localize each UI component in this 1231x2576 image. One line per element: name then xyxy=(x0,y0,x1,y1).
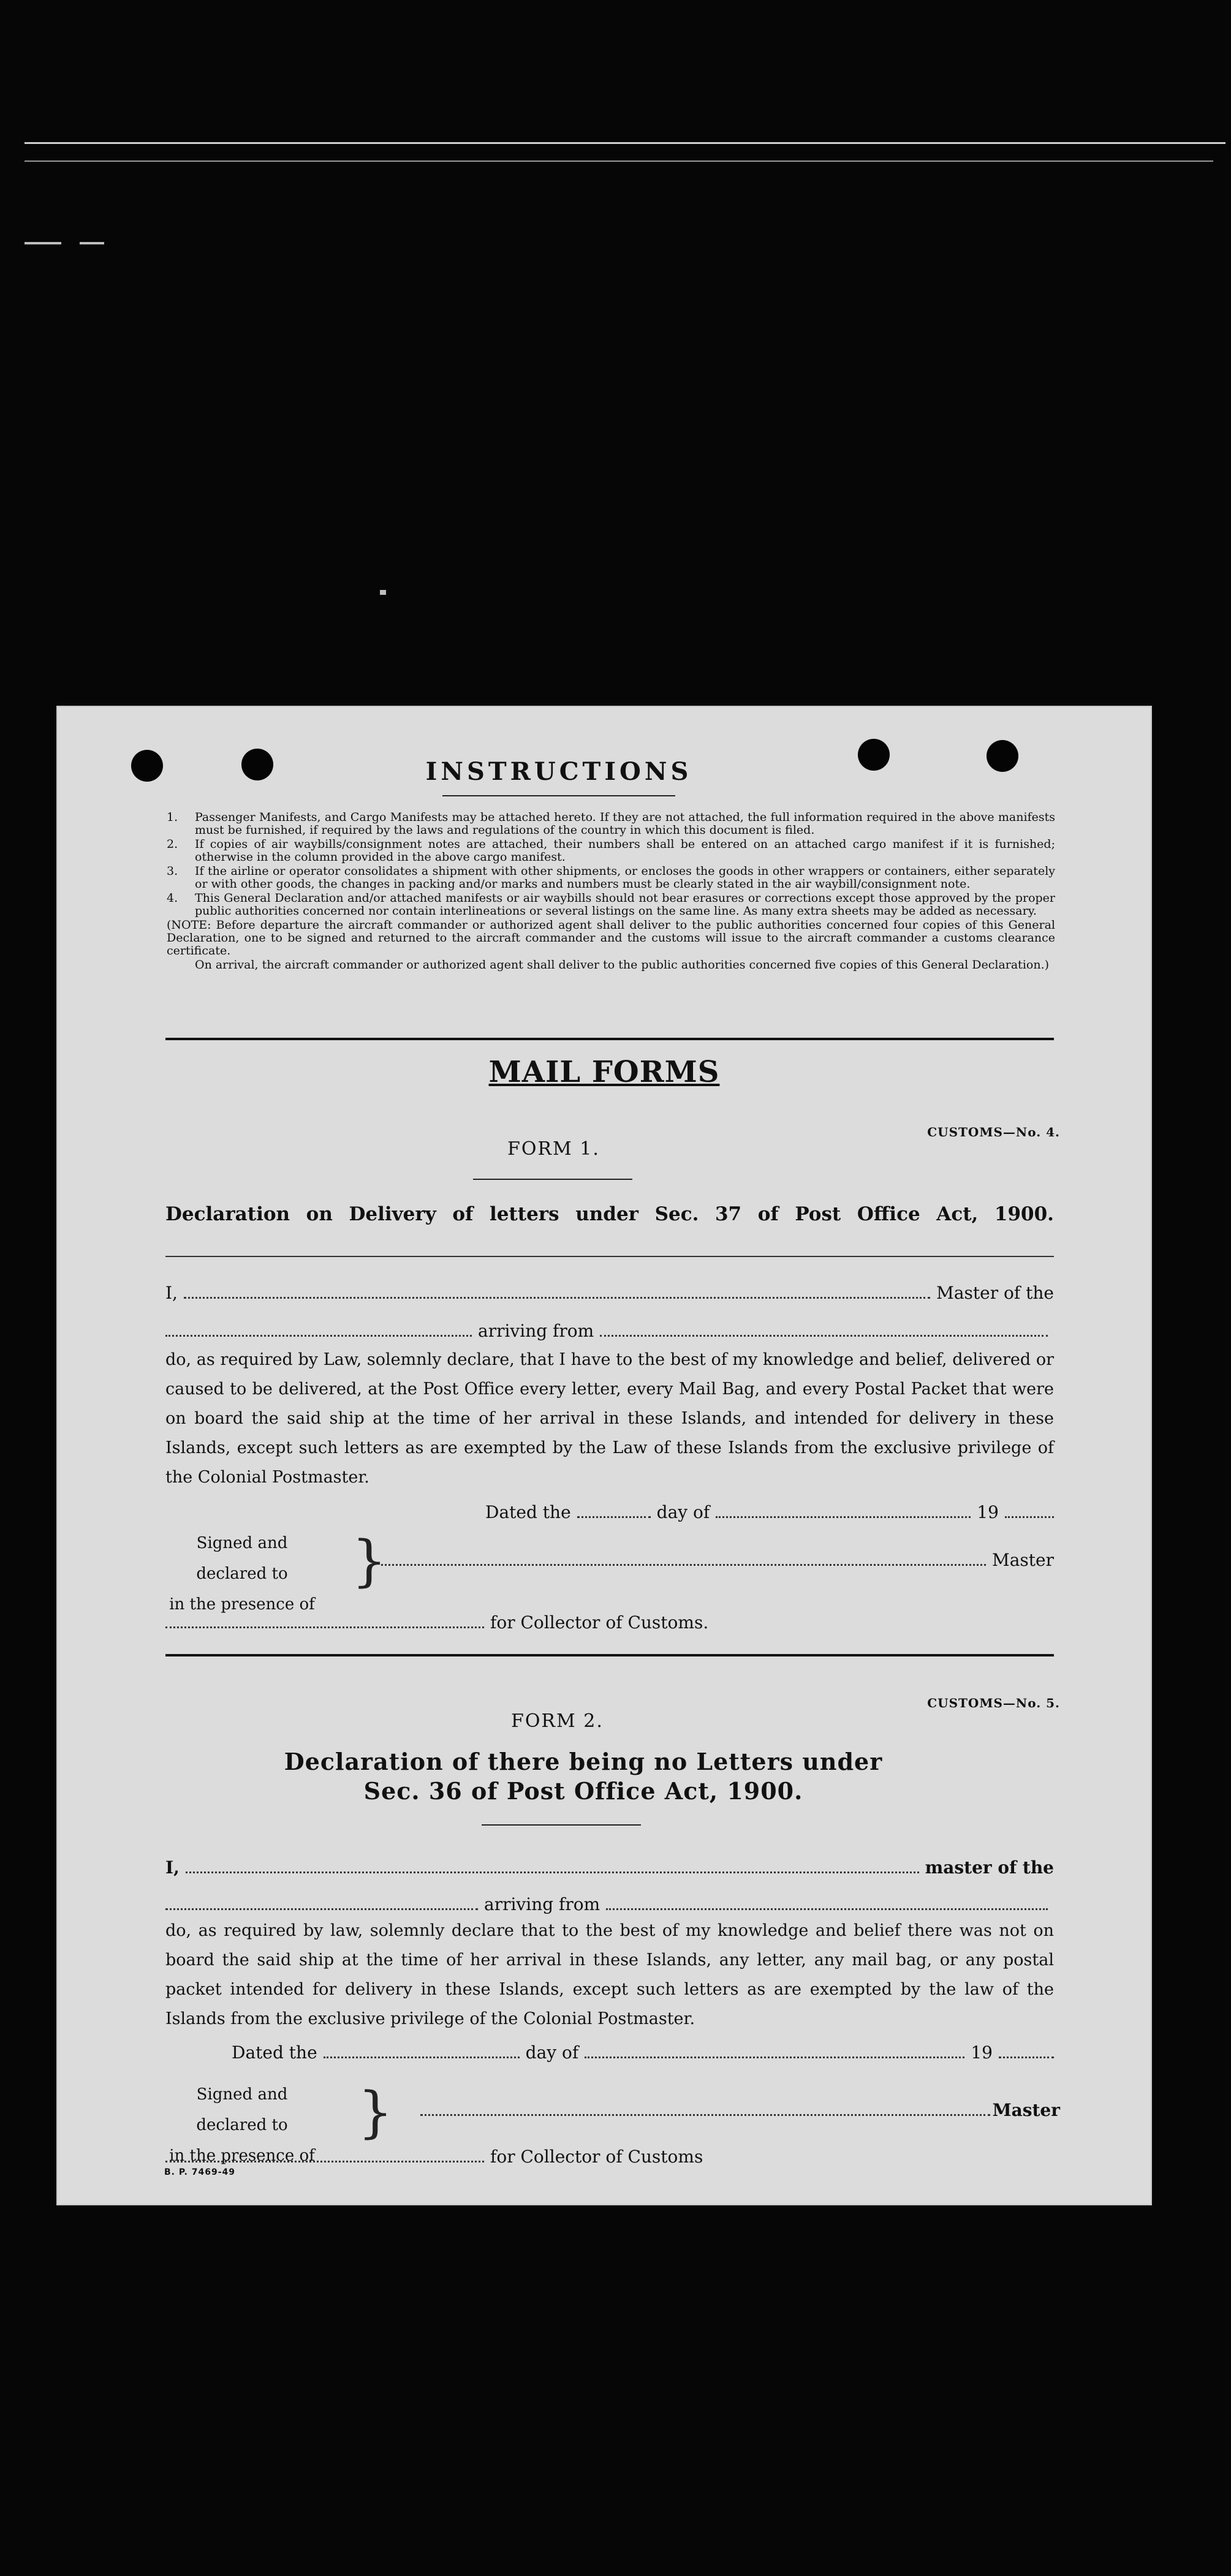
form2-decl-line1: Declaration of there being no Letters under xyxy=(284,1748,883,1775)
punch-hole xyxy=(241,749,273,780)
form1-master-signature-field[interactable] xyxy=(381,1551,986,1566)
form2-customs-number: CUSTOMS—No. 5. xyxy=(927,1696,1060,1710)
form1-master-line xyxy=(165,1283,1054,1303)
section-divider xyxy=(165,1038,1054,1040)
form1-decl-word: of xyxy=(757,1203,779,1225)
instruction-note-2 xyxy=(167,959,1055,972)
form1-origin-field[interactable] xyxy=(600,1321,1048,1337)
form2-arriving-label: arriving from xyxy=(484,1894,600,1914)
note-text: (NOTE: Before departure the aircraft commander or authorized agent shall deliver to the public authorities concerned four copies of this General Declaration, one to be signed and returned to the aircraft commander and the customs will issue to the aircraft commander a customs clearance certificate. xyxy=(167,918,1055,958)
instructions-list xyxy=(167,811,1055,973)
instruction-text: This General Declaration and/or attached manifests or air waybills should not bear erasures or corrections except those approved by the proper public authorities concerned nor contain interlineations or several listings on the same line. As many extra sheets may be added as necessary. xyxy=(195,891,1055,918)
form1-decl-word: Sec. xyxy=(654,1203,699,1225)
form2-day-field[interactable] xyxy=(324,2043,520,2058)
form2-brace: } xyxy=(358,2080,393,2145)
punch-hole xyxy=(987,740,1018,772)
form1-arriving-label: arriving from xyxy=(478,1321,594,1341)
form1-decl-word: on xyxy=(306,1203,333,1225)
form2-i-label: I, xyxy=(165,1857,180,1878)
form2-origin-field[interactable] xyxy=(606,1895,1048,1910)
form1-arriving-line xyxy=(165,1321,1054,1341)
form2-master-signature-field[interactable] xyxy=(420,2101,990,2116)
form2-year-field[interactable] xyxy=(999,2043,1054,2058)
form1-signed-line2: in the presence of xyxy=(169,1595,315,1614)
instruction-number: 2. xyxy=(167,837,178,851)
form2-title-rule xyxy=(482,1824,641,1826)
form1-decl-word: of xyxy=(452,1203,474,1225)
form1-master-signature-line xyxy=(381,1550,1054,1570)
form2-master-line xyxy=(165,1857,1054,1878)
form2-day-of-label: day of xyxy=(525,2042,579,2063)
form1-title: FORM 1. xyxy=(507,1138,600,1160)
form1-signed-line1: Signed and declared to xyxy=(196,1534,288,1583)
title-underline xyxy=(442,795,675,796)
form1-day-of-label: day of xyxy=(656,1502,710,1522)
instruction-note xyxy=(167,919,1055,958)
scan-artifact-speck xyxy=(80,242,104,244)
form1-decl-word: Delivery xyxy=(349,1203,436,1225)
form2-dated-line xyxy=(232,2042,1054,2063)
form1-customs-number: CUSTOMS—No. 4. xyxy=(927,1125,1060,1139)
form1-i-label: I, xyxy=(165,1283,178,1303)
instruction-item xyxy=(167,865,1055,891)
punch-hole xyxy=(858,739,890,771)
instruction-text: If copies of air waybills/consignment notes are attached, their numbers shall be entered on an attached cargo manifest if it is furnished; otherwise in the column provided in the above cargo manifest. xyxy=(195,837,1055,864)
form2-arriving-line xyxy=(165,1894,1054,1914)
form1-decl-word: 37 xyxy=(714,1203,742,1225)
note-text-2: On arrival, the aircraft commander or authorized agent shall deliver to the public authorities concerned five copies of this General Declaration.) xyxy=(195,958,1050,972)
instruction-item xyxy=(167,892,1055,918)
instruction-text: Passenger Manifests, and Cargo Manifests may be attached hereto. If they are not attached, the full information required in the above manifests must be furnished, if required by the laws and regulations of the country in which this document is filed. xyxy=(195,810,1055,837)
form2-master-label: Master xyxy=(992,2100,1060,2120)
form1-dated-label: Dated the xyxy=(485,1502,571,1522)
form1-collector-line xyxy=(165,1612,778,1633)
form1-brace: } xyxy=(352,1529,387,1593)
form1-name-field[interactable] xyxy=(184,1283,930,1299)
form1-signed-label xyxy=(165,1528,319,1620)
form1-dated-line xyxy=(485,1502,1054,1522)
form2-decl-line2: Sec. 36 of Post Office Act, 1900. xyxy=(363,1777,803,1805)
scan-artifact-speck xyxy=(25,242,61,244)
form2-collector-label: for Collector of Customs xyxy=(490,2147,703,2167)
form2-declaration-heading xyxy=(240,1747,926,1806)
form1-body-text: do, as required by Law, solemnly declare, that I have to the best of my knowledge and belief, delivered or caused to be delivered, at the Post Office every letter, every Mail Bag, and every Postal Packet that were on board the said ship at the time of her arrival in these Islands, and intended for delivery in these Islands, except such letters as are exempted by the Law of these Islands from the exclusive privilege of the Colonial Postmaster. xyxy=(165,1350,1054,1487)
form2-month-field[interactable] xyxy=(585,2043,964,2058)
form2-title: FORM 2. xyxy=(511,1710,604,1732)
form2-signed-line1: Signed and declared to xyxy=(196,2085,288,2134)
form1-day-field[interactable] xyxy=(577,1503,651,1518)
form2-collector-line xyxy=(165,2147,778,2167)
form1-decl-word: Act, xyxy=(936,1203,979,1225)
instruction-number: 3. xyxy=(167,864,178,878)
form1-decl-word: under xyxy=(575,1203,638,1225)
form1-collector-label: for Collector of Customs. xyxy=(490,1612,709,1633)
form1-heading-rule xyxy=(165,1256,1054,1257)
form2-dated-label: Dated the xyxy=(232,2042,317,2063)
form1-collector-field[interactable] xyxy=(165,1613,484,1628)
instruction-number: 1. xyxy=(167,810,178,824)
instruction-item xyxy=(167,811,1055,837)
form1-decl-word: 1900. xyxy=(994,1203,1054,1225)
form1-title-rule xyxy=(473,1179,632,1180)
form1-declaration-heading xyxy=(165,1203,1054,1225)
form2-signed-line2: in the presence of xyxy=(169,2147,315,2165)
scan-artifact-line xyxy=(25,142,1225,144)
instruction-text: If the airline or operator consolidates a shipment with other shipments, or encloses the goods in other wrappers or containers, either separately or with other goods, the changes in packing and/or marks and numbers must be clearly stated in the air waybill/consignment note. xyxy=(195,864,1055,891)
form2-master-signature-line xyxy=(420,2100,1060,2120)
instructions-title: INSTRUCTIONS xyxy=(425,757,692,786)
form2-master-of-label: master of the xyxy=(925,1857,1054,1878)
form2-ship-field[interactable] xyxy=(165,1895,478,1910)
punch-hole xyxy=(131,750,163,782)
scan-artifact-line xyxy=(25,161,1213,162)
document-page xyxy=(56,706,1152,2205)
form1-master-of-label: Master of the xyxy=(936,1283,1054,1303)
form1-ship-field[interactable] xyxy=(165,1321,472,1337)
form2-collector-field[interactable] xyxy=(165,2147,484,2162)
form1-decl-word: letters xyxy=(489,1203,559,1225)
form2-name-field[interactable] xyxy=(186,1858,919,1873)
form2-year-label: 19 xyxy=(971,2042,993,2063)
scan-artifact-speck xyxy=(380,590,386,595)
instruction-item xyxy=(167,838,1055,864)
instruction-number: 4. xyxy=(167,891,178,905)
form1-decl-word: Declaration xyxy=(165,1203,290,1225)
form1-year-label: 19 xyxy=(977,1502,999,1522)
form-print-code: B. P. 7469-49 xyxy=(164,2167,236,2177)
form1-decl-word: Office xyxy=(857,1203,920,1225)
form1-year-field[interactable] xyxy=(1005,1503,1054,1518)
form2-body-text: do, as required by law, solemnly declare that to the best of my knowledge and belief there was not on board the said ship at the time of her arrival in these Islands, any letter, any mail bag, or any postal packet intended for delivery in these Islands, except such letters as are exempted by the law of the Islands from the exclusive privilege of the Colonial Postmaster. xyxy=(165,1921,1054,2028)
form1-month-field[interactable] xyxy=(716,1503,971,1518)
form-divider xyxy=(165,1654,1054,1656)
mail-forms-heading: MAIL FORMS xyxy=(488,1055,720,1089)
form1-decl-word: Post xyxy=(795,1203,841,1225)
form1-master-label: Master xyxy=(992,1550,1054,1570)
